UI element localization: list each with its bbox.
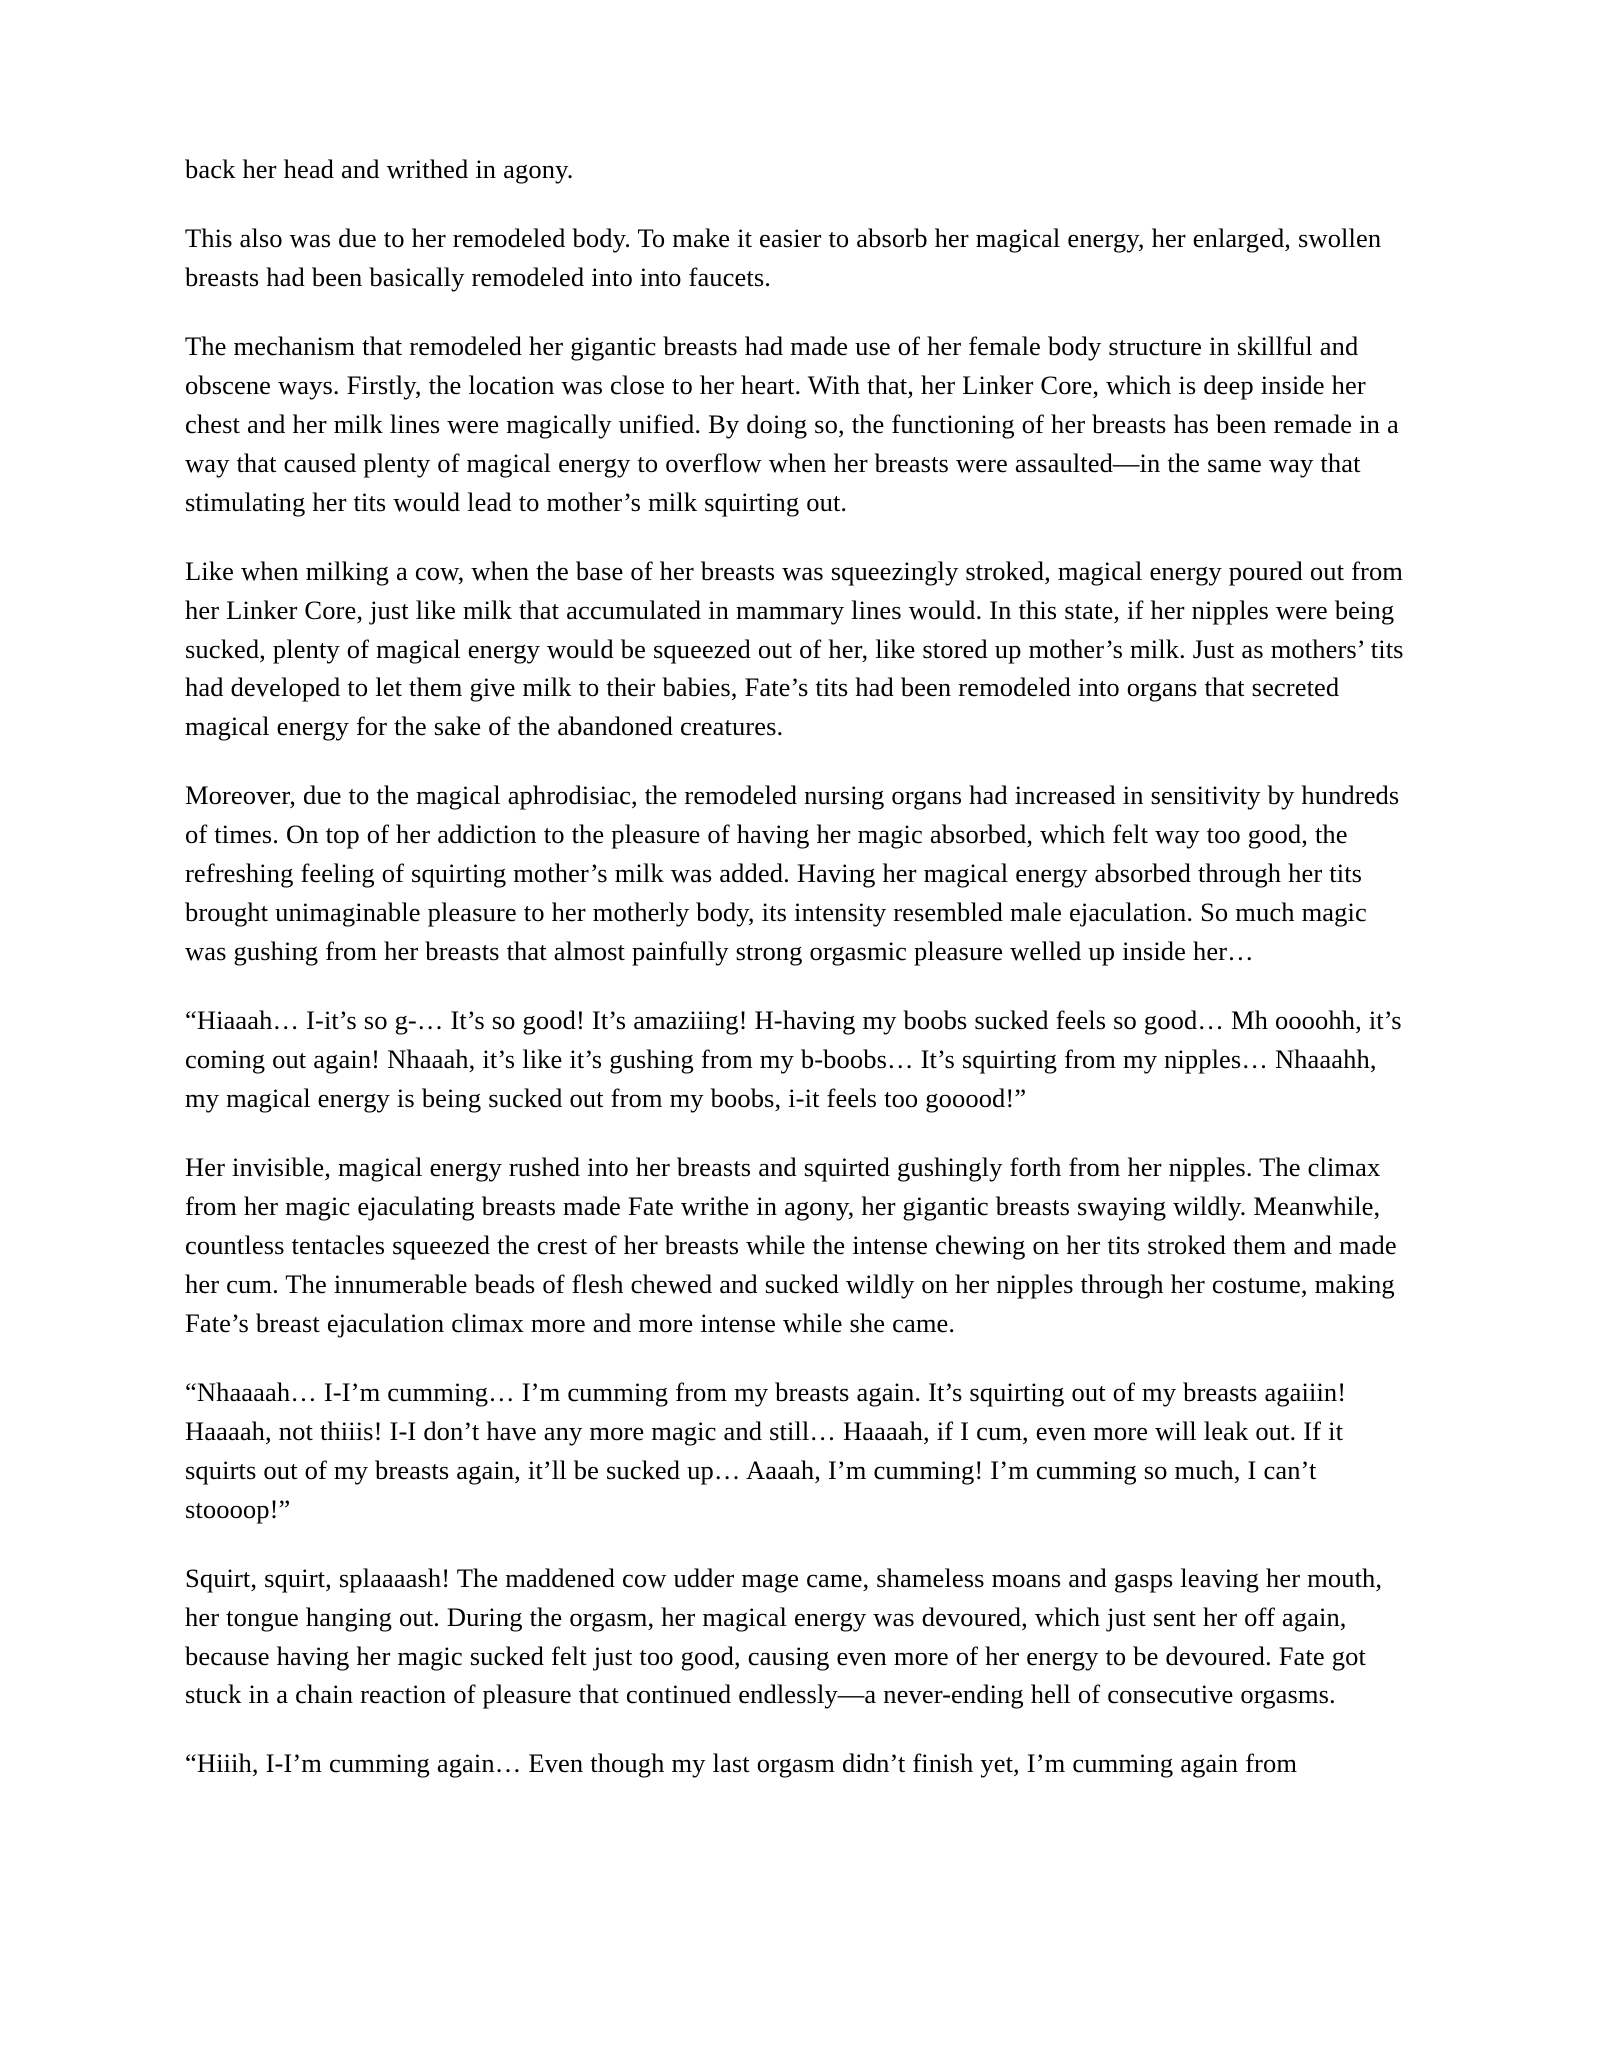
paragraph: Her invisible, magical energy rushed into her breasts and squirted gushingly forth from her nipples. The climax from her magic ejaculating breasts made Fate writhe in agony, her gigantic breasts swaying wildly. Meanwhile, countless tentacles squeezed the crest of her breasts while the intense chewing on her tits stroked them and made her cum. The innumerable beads of flesh chewed and sucked wildly on her nipples through her costume, making Fate’s breast ejaculation climax more and more intense while she came. [185, 1152, 1397, 1338]
paragraph: “Nhaaaah… I-I’m cumming… I’m cumming from my breasts again. It’s squirting out of my breasts agaiiin! Haaaah, not thiiis! I-I don’t have any more magic and still… Haaaah, if I cum, even more will leak out. If it squirts out of my breasts again, it’ll be sucked up… Aaaah, I’m cumming! I’m cumming so much, I can’t stoooop!” [185, 1376, 1347, 1524]
paragraph: Like when milking a cow, when the base of her breasts was squeezingly stroked, magical energy poured out from her Linker Core, just like milk that accumulated in mammary lines would. In this state, if her nipples were being sucked, plenty of magical energy would be squeezed out of her, like stored up mother’s milk. Just as mothers’ tits had developed to let them give milk to their babies, Fate’s tits had been remodeled into organs that secreted magical energy for the sake of the abandoned creatures. [185, 555, 1404, 742]
document-text-body [185, 150, 1415, 1783]
paragraph: This also was due to her remodeled body. To make it easier to absorb her magical energy, her enlarged, swollen breasts had been basically remodeled into into faucets. [185, 222, 1382, 292]
paragraph: Squirt, squirt, splaaaash! The maddened cow udder mage came, shameless moans and gasps leaving her mouth, her tongue hanging out. During the orgasm, her magical energy was devoured, which just sent her off again, because having her magic sucked felt just too good, causing even more of her energy to be devoured. Fate got stuck in a chain reaction of pleasure that continued endlessly—a never-ending hell of consecutive orgasms. [185, 1562, 1383, 1710]
paragraph: “Hiaaah… I-it’s so g-… It’s so good! It’s amaziiing! H-having my boobs sucked feels so good… Mh oooohh, it’s coming out again! Nhaaah, it’s like it’s gushing from my b-boobs… It’s squirting from my nipples… Nhaaahh, my magical energy is being sucked out from my boobs, i-it feels too gooood!” [185, 1005, 1402, 1114]
paragraph: “Hiiih, I-I’m cumming again… Even though my last orgasm didn’t finish yet, I’m cumming again from [185, 1748, 1298, 1779]
paragraph: Moreover, due to the magical aphrodisiac, the remodeled nursing organs had increased in sensitivity by hundreds of times. On top of her addiction to the pleasure of having her magic absorbed, which felt way too good, the refreshing feeling of squirting mother’s milk was added. Having her magical energy absorbed through her tits brought unimaginable pleasure to her motherly body, its intensity resembled male ejaculation. So much magic was gushing from her breasts that almost painfully strong orgasmic pleasure welled up inside her… [185, 780, 1400, 967]
paragraph: back her head and writhed in agony. [185, 154, 574, 184]
paragraph: The mechanism that remodeled her gigantic breasts had made use of her female body structure in skillful and obscene ways. Firstly, the location was close to her heart. With that, her Linker Core, which is deep inside her chest and her milk lines were magically unified. By doing so, the functioning of her breasts has been remade in a way that caused plenty of magical energy to overflow when her breasts were assaulted—in the same way that stimulating her tits would lead to mother’s milk squirting out. [185, 330, 1399, 517]
